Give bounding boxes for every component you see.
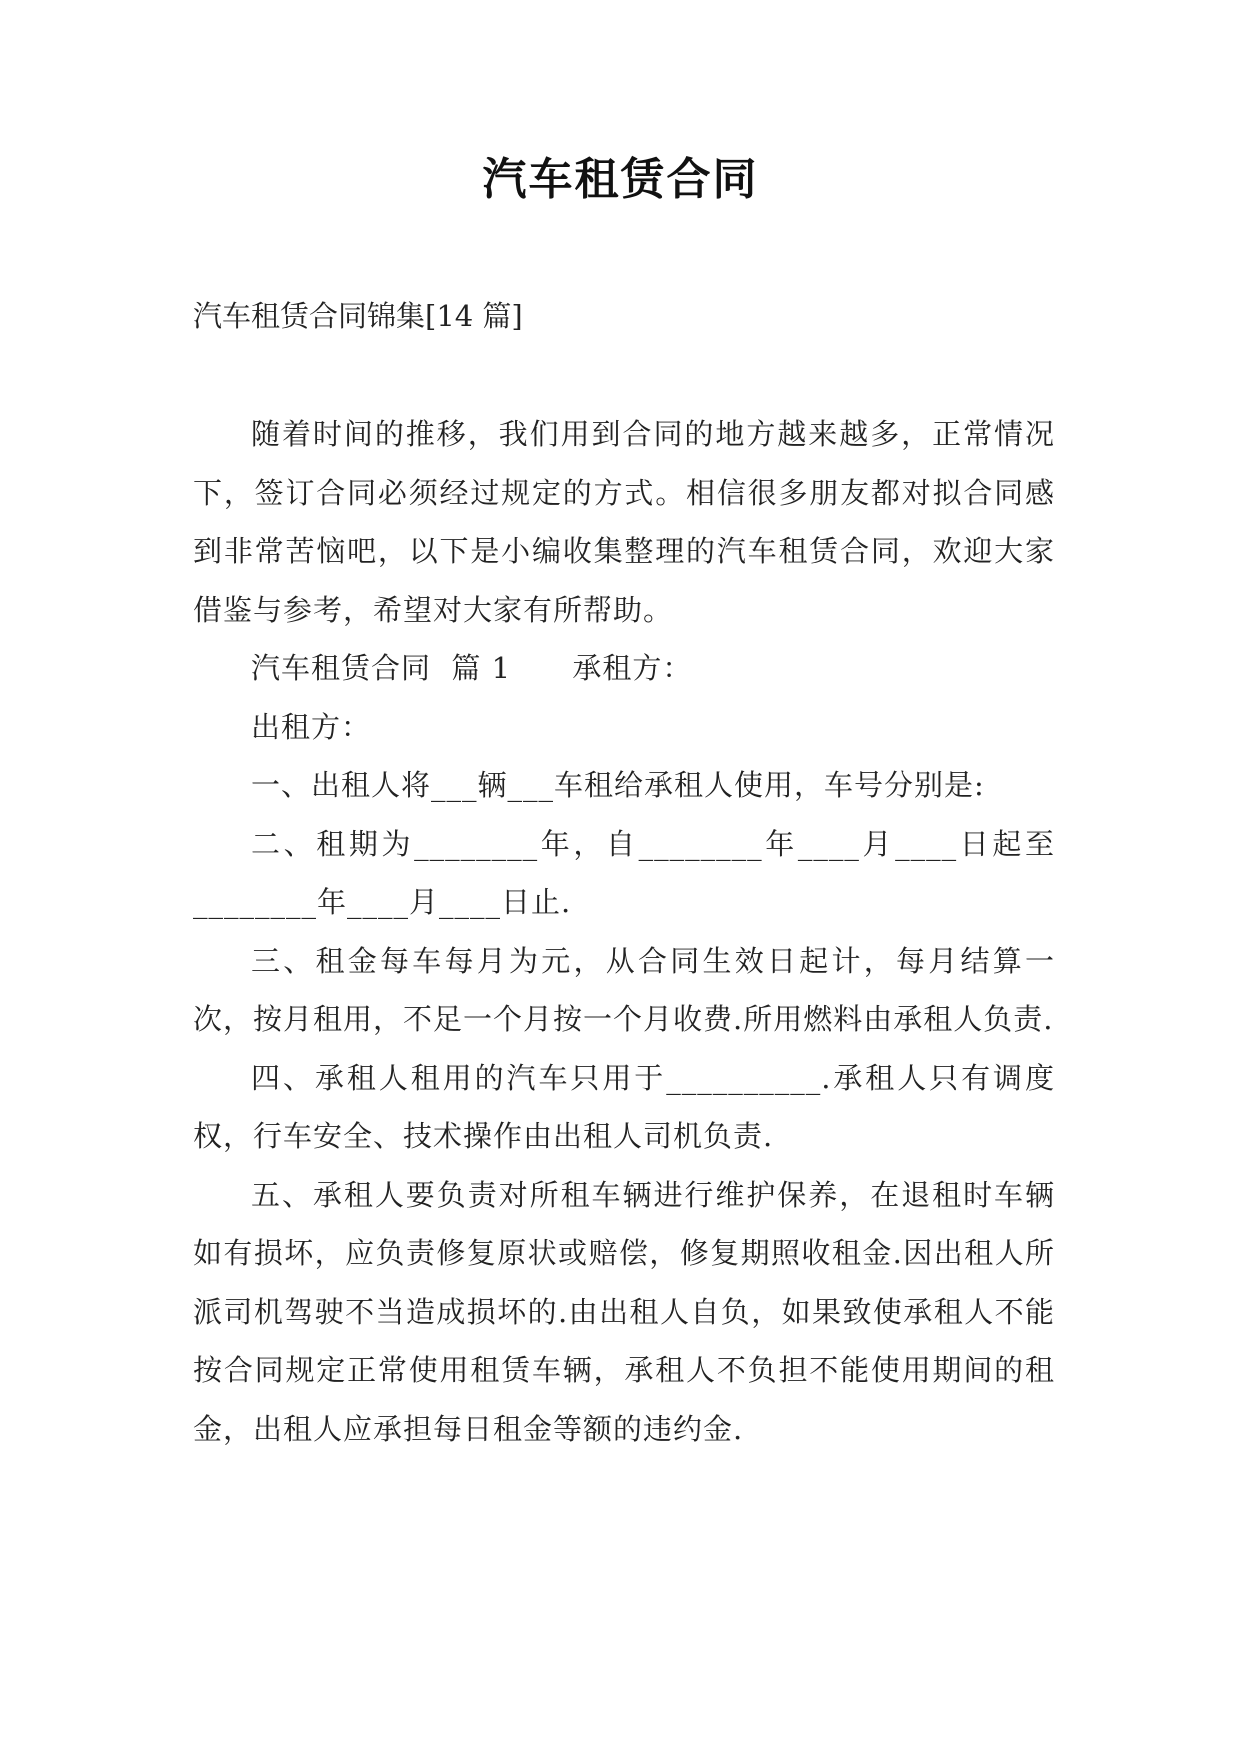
document-title: 汽车租赁合同 (482, 154, 759, 205)
clause-4: 四、承租人租用的汽车只用于__________.承租人只有调度权，行车安全、技术操作由出租人司机负责. (193, 1060, 1055, 1153)
document-subtitle: 汽车租赁合同锦集[14 篇] (193, 299, 523, 333)
clause-3: 三、租金每车每月为元，从合同生效日起计，每月结算一次，按月租用，不足一个月按一个月收费.所用燃料由承租人负责. (193, 943, 1055, 1036)
clause-2: 二、租期为________年，自________年____月____日起至________年____月____日止. (193, 826, 1055, 919)
section-heading-1: 汽车租赁合同 篇 1 承租方： (251, 651, 693, 685)
clause-1: 一、出租人将___辆___车租给承租人使用，车号分别是: (251, 768, 985, 802)
document-body (193, 405, 1055, 1458)
lessor-line: 出租方： (251, 709, 372, 744)
clause-5: 五、承租人要负责对所租车辆进行维护保养，在退租时车辆如有损坏，应负责修复原状或赔偿，修复期照收租金.因出租人所派司机驾驶不当造成损坏的.由出租人自负，如果致使承租人不能按合同规定正常使用租赁车辆，承租人不负担不能使用期间的租金，出租人应承担每日租金等额的违约金. (193, 1177, 1055, 1446)
intro-paragraph: 随着时间的推移，我们用到合同的地方越来越多，正常情况下，签订合同必须经过规定的方式。相信很多朋友都对拟合同感到非常苦恼吧，以下是小编收集整理的汽车租赁合同，欢迎大家借鉴与参考，希望对大家有所帮助。 (193, 417, 1055, 627)
